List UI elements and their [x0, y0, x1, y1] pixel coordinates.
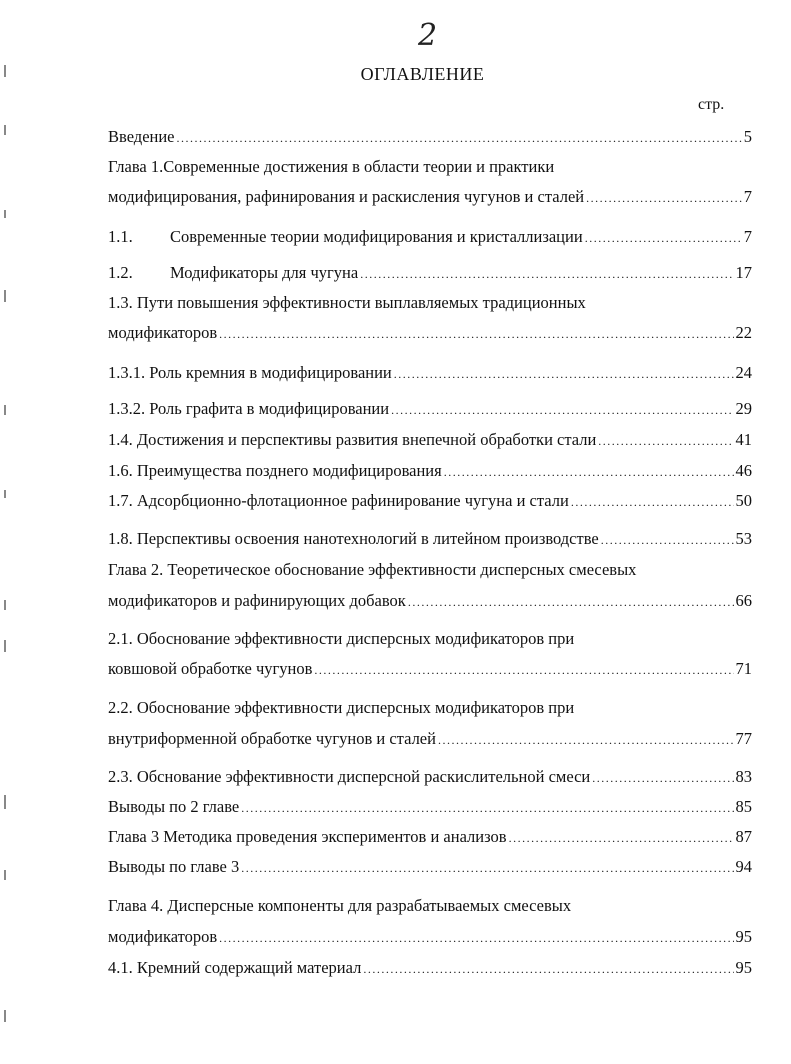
toc-entry-page: 95	[735, 927, 752, 946]
toc-entry-number: 1.2.	[108, 263, 133, 282]
dot-leader	[438, 729, 734, 751]
toc-entry-page: 87	[735, 827, 752, 846]
page-column-label: стр.	[698, 96, 725, 113]
toc-entry-1-4[interactable]	[108, 429, 752, 452]
toc-entry-page: 94	[735, 857, 752, 876]
toc-entry-text: Модификаторы для чугуна	[170, 263, 359, 282]
toc-entry-4-1[interactable]	[108, 957, 752, 980]
toc-entry-1-3-2[interactable]	[108, 398, 752, 421]
toc-entry-text: Современные теории модифицирования и кристаллизации	[170, 227, 583, 246]
toc-entry-1-3-line1: 1.3. Пути повышения эффективности выплавляемых традиционных	[108, 293, 586, 312]
toc-entry-page: 22	[735, 323, 752, 342]
toc-entry-chapter2-line1: Глава 2. Теоретическое обоснование эффективности дисперсных смесевых	[108, 560, 637, 579]
toc-entry-number: 1.1.	[108, 227, 133, 246]
dot-leader	[592, 767, 733, 789]
toc-entry-text: Выводы по 2 главе	[108, 797, 240, 816]
toc-entry-text: Введение	[108, 127, 175, 146]
toc-entry-text: 1.4. Достижения и перспективы развития внепечной обработки стали	[108, 430, 597, 449]
toc-entry-page: 29	[735, 399, 752, 418]
toc-entry-text: модификаторов и рафинирующих добавок	[108, 591, 406, 610]
dot-leader	[571, 491, 734, 513]
toc-entry-text: модификаторов	[108, 927, 218, 946]
toc-entry-page: 24	[735, 363, 752, 382]
dot-leader	[444, 461, 734, 483]
toc-entry-page: 17	[735, 263, 752, 282]
toc-entry-page: 85	[735, 797, 752, 816]
toc-entry-text: внутриформенной обработке чугунов и сталей	[108, 729, 436, 748]
dot-leader	[408, 591, 734, 613]
toc-entry-introduction[interactable]	[108, 126, 752, 149]
toc-entry-2-1-line1: 2.1. Обоснование эффективности дисперсных модификаторов при	[108, 629, 575, 648]
toc-entry-page: 46	[735, 461, 752, 480]
toc-entry-text: 1.3.2. Роль графита в модифицировании	[108, 399, 390, 418]
toc-entry-1-6[interactable]	[108, 460, 752, 483]
dot-leader	[360, 263, 733, 285]
dot-leader	[177, 127, 742, 149]
page-title: ОГЛАВЛЕНИЕ	[360, 64, 485, 84]
toc-entry-page: 53	[735, 529, 752, 548]
toc-entry-chapter1-line1: Глава 1.Современные достижения в области теории и практики	[108, 157, 555, 176]
toc-entry-text: Глава 3 Методика проведения экспериментов и анализов	[108, 827, 507, 846]
dot-leader	[394, 363, 734, 385]
handwritten-page-number: 2	[418, 18, 438, 53]
toc-entry-text: модификаторов	[108, 323, 218, 342]
toc-entry-1-3[interactable]	[108, 322, 752, 345]
dot-leader	[585, 227, 742, 249]
toc-entry-page: 71	[735, 659, 752, 678]
toc-entry-page: 95	[735, 958, 752, 977]
toc-entry-text: модифицирования, рафинирования и раскисления чугунов и сталей	[108, 187, 585, 206]
toc-entry-text: 1.7. Адсорбционно-флотационное рафинирование чугуна и стали	[108, 491, 569, 510]
toc-entry-text: 4.1. Кремний содержащий материал	[108, 958, 362, 977]
toc-entry-page: 7	[743, 187, 752, 206]
toc-entry-chapter3[interactable]	[108, 826, 752, 849]
toc-entry-1-1[interactable]	[108, 226, 752, 249]
toc-entry-chapter4-line1: Глава 4. Дисперсные компоненты для разрабатываемых смесевых	[108, 896, 572, 915]
toc-entry-text: 1.6. Преимущества позднего модифицирования	[108, 461, 442, 480]
dot-leader	[241, 857, 733, 879]
toc-entry-1-2[interactable]	[108, 262, 752, 285]
dot-leader	[219, 323, 733, 345]
dot-leader	[598, 430, 733, 452]
toc-entry-page: 41	[735, 430, 752, 449]
toc-entry-chapter4[interactable]	[108, 926, 752, 949]
toc-entry-2-1[interactable]	[108, 658, 752, 681]
toc-entry-1-7[interactable]	[108, 490, 752, 513]
toc-entry-page: 7	[743, 227, 752, 246]
toc-entry-page: 66	[735, 591, 752, 610]
toc-entry-2-3[interactable]	[108, 766, 752, 789]
toc-entry-page: 50	[735, 491, 752, 510]
toc-entry-conclusions-2[interactable]	[108, 796, 752, 819]
toc-entry-page: 83	[735, 767, 752, 786]
toc-entry-conclusions-3[interactable]	[108, 856, 752, 879]
toc-entry-chapter2[interactable]	[108, 590, 752, 613]
toc-entry-text: ковшовой обработке чугунов	[108, 659, 313, 678]
dot-leader	[241, 797, 733, 819]
scan-margin-marks	[4, 60, 18, 1020]
dot-leader	[601, 529, 734, 551]
toc-entry-page: 5	[743, 127, 752, 146]
dot-leader	[363, 958, 733, 980]
toc-entry-text: 1.3.1. Роль кремния в модифицировании	[108, 363, 392, 382]
dot-leader	[314, 659, 733, 681]
dot-leader	[219, 927, 733, 949]
toc-entry-page: 77	[735, 729, 752, 748]
dot-leader	[586, 187, 742, 209]
dot-leader	[509, 827, 734, 849]
toc-entry-text: 1.8. Перспективы освоения нанотехнологий в литейном производстве	[108, 529, 599, 548]
toc-entry-chapter1[interactable]	[108, 186, 752, 209]
toc-entry-1-8[interactable]	[108, 528, 752, 551]
toc-entry-1-3-1[interactable]	[108, 362, 752, 385]
toc-entry-2-2[interactable]	[108, 728, 752, 751]
toc-entry-text: 2.3. Обснование эффективности дисперсной раскислительной смеси	[108, 767, 591, 786]
toc-entry-2-2-line1: 2.2. Обоснование эффективности дисперсных модификаторов при	[108, 698, 575, 717]
dot-leader	[391, 399, 733, 421]
toc-entry-text: Выводы по главе 3	[108, 857, 240, 876]
